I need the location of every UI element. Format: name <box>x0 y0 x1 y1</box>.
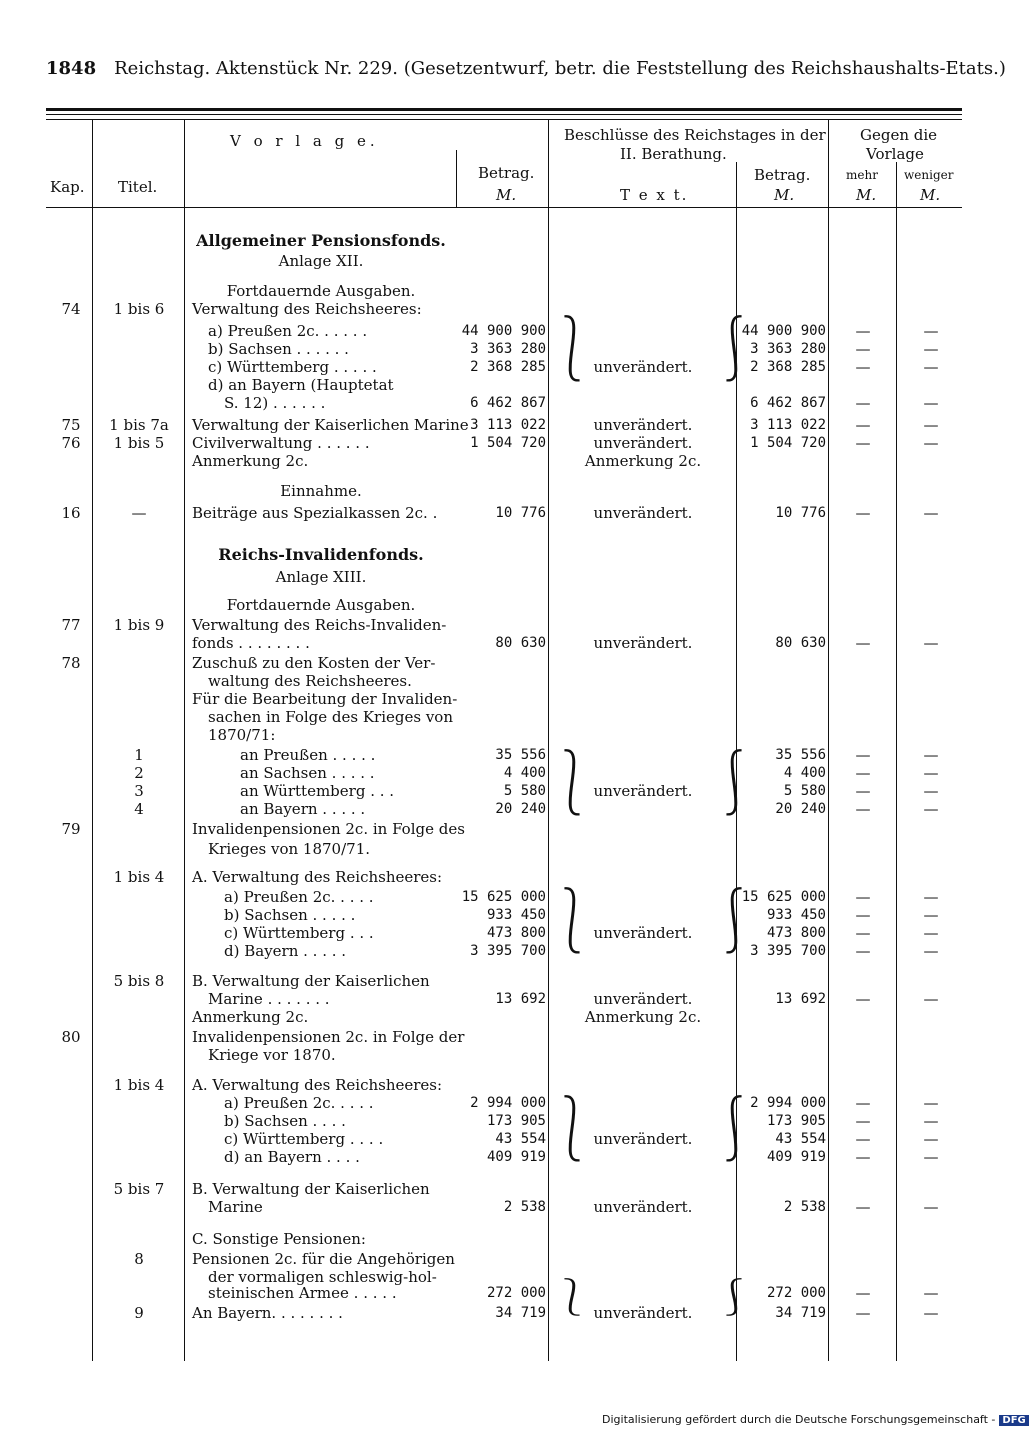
row-description: A. Verwaltung des Reichsheeres: <box>192 868 443 886</box>
row-description: Beiträge aus Spezialkassen 2c. . <box>192 504 438 522</box>
row-weniger: — <box>923 782 939 800</box>
row-weniger: — <box>923 1112 939 1130</box>
col-header-mehr: mehr <box>846 168 878 182</box>
row-kap: 77 <box>61 616 81 634</box>
col-header-gegen: Gegen die <box>860 126 938 144</box>
row-betrag-beschluss: 44 900 900 <box>741 323 826 339</box>
row-titel: 4 <box>134 800 144 818</box>
row-mehr: — <box>855 906 871 924</box>
row-description: c) Württemberg . . . <box>224 924 374 942</box>
row-titel: 8 <box>134 1250 144 1268</box>
row-betrag-beschluss: 3 363 280 <box>750 341 826 357</box>
row-description: A. Verwaltung des Reichsheeres: <box>192 1076 443 1094</box>
col-header-beschluesse-2: II. Berathung. <box>620 145 727 163</box>
row-betrag-beschluss: 80 630 <box>775 635 826 651</box>
col-line <box>456 150 457 207</box>
row-mehr: — <box>855 434 871 452</box>
col-header-mark-weniger: M. <box>920 186 941 204</box>
row-description: Anlage XII. <box>278 252 364 270</box>
col-line <box>92 119 93 1361</box>
row-mehr: — <box>855 504 871 522</box>
row-mehr: — <box>855 1148 871 1166</box>
col-line <box>184 119 185 1361</box>
row-betrag: 15 625 000 <box>461 889 546 905</box>
brace-left: ⎱ <box>552 1093 592 1167</box>
row-titel: 1 bis 4 <box>113 868 165 886</box>
row-betrag: 2 538 <box>503 1199 546 1215</box>
row-description: sachen in Folge des Krieges von <box>208 708 454 726</box>
row-mehr: — <box>855 322 871 340</box>
row-betrag: 6 462 867 <box>470 395 546 411</box>
row-betrag-beschluss: 173 905 <box>766 1113 826 1129</box>
row-weniger: — <box>923 340 939 358</box>
row-description: b) Sachsen . . . . <box>224 1112 346 1130</box>
row-text: unverändert. <box>593 924 693 942</box>
row-description: an Sachsen . . . . . <box>240 764 375 782</box>
row-description: d) an Bayern . . . . <box>224 1148 360 1166</box>
row-betrag: 13 692 <box>495 991 546 1007</box>
row-mehr: — <box>855 394 871 412</box>
row-description: An Bayern. . . . . . . . <box>192 1304 343 1322</box>
row-mehr: — <box>855 888 871 906</box>
row-description: Marine . . . . . . . <box>208 990 330 1008</box>
row-mehr: — <box>855 1304 871 1322</box>
row-kap: 80 <box>61 1028 81 1046</box>
brace-right: ⎰ <box>714 747 754 821</box>
col-header-mark-mehr: M. <box>856 186 877 204</box>
row-titel: 5 bis 8 <box>113 972 165 990</box>
brace-right: ⎰ <box>714 313 754 387</box>
row-titel: 2 <box>134 764 144 782</box>
row-betrag-beschluss: 409 919 <box>766 1149 826 1165</box>
row-betrag-beschluss: 43 554 <box>775 1131 826 1147</box>
row-mehr: — <box>855 1284 871 1302</box>
col-header-mark-2: M. <box>774 186 795 204</box>
row-description: waltung des Reichsheeres. <box>208 672 412 690</box>
row-mehr: — <box>855 764 871 782</box>
row-description: a) Preußen 2c. . . . . <box>224 1094 374 1112</box>
row-betrag: 34 719 <box>495 1305 546 1321</box>
row-description: Allgemeiner Pensionsfonds. <box>196 231 446 250</box>
row-betrag-beschluss: 6 462 867 <box>750 395 826 411</box>
row-text: unverändert. <box>593 990 693 1008</box>
row-betrag-beschluss: 2 538 <box>783 1199 826 1215</box>
row-description: fonds . . . . . . . . <box>192 634 310 652</box>
row-titel: 1 bis 4 <box>113 1076 165 1094</box>
row-description: Civilverwaltung . . . . . . <box>192 434 370 452</box>
row-betrag: 43 554 <box>495 1131 546 1147</box>
row-description: Anlage XIII. <box>275 568 367 586</box>
row-mehr: — <box>855 1112 871 1130</box>
row-titel: 9 <box>134 1304 144 1322</box>
row-text: unverändert. <box>593 504 693 522</box>
row-betrag-beschluss: 35 556 <box>775 747 826 763</box>
row-betrag-beschluss: 2 368 285 <box>750 359 826 375</box>
row-description: Einnahme. <box>280 482 362 500</box>
row-betrag: 80 630 <box>495 635 546 651</box>
row-weniger: — <box>923 942 939 960</box>
col-header-weniger: weniger <box>904 168 954 182</box>
row-weniger: — <box>923 990 939 1008</box>
row-description: a) Preußen 2c. . . . . . <box>208 322 368 340</box>
row-kap: 76 <box>61 434 81 452</box>
row-weniger: — <box>923 800 939 818</box>
row-betrag: 44 900 900 <box>461 323 546 339</box>
row-text: unverändert. <box>593 1198 693 1216</box>
row-mehr: — <box>855 634 871 652</box>
row-betrag-beschluss: 34 719 <box>775 1305 826 1321</box>
brace-left: ⎱ <box>552 1277 592 1319</box>
row-description: Für die Bearbeitung der Invaliden- <box>192 690 458 708</box>
row-description: Fortdauernde Ausgaben. <box>226 596 416 614</box>
row-mehr: — <box>855 1094 871 1112</box>
row-kap: 75 <box>61 416 81 434</box>
row-betrag: 1 504 720 <box>470 435 546 451</box>
row-weniger: — <box>923 1148 939 1166</box>
row-titel: 1 <box>134 746 144 764</box>
row-weniger: — <box>923 746 939 764</box>
row-text: unverändert. <box>593 358 693 376</box>
row-betrag: 4 400 <box>503 765 546 781</box>
row-description: steinischen Armee . . . . . <box>208 1284 397 1302</box>
brace-right: ⎰ <box>714 1277 754 1319</box>
col-header-gegen-2: Vorlage <box>866 145 924 163</box>
page-header <box>46 58 1006 79</box>
row-weniger: — <box>923 1130 939 1148</box>
col-header-titel: Titel. <box>118 178 158 196</box>
col-header-text: T e x t. <box>620 186 689 204</box>
col-header-betrag-2: Betrag. <box>754 166 811 184</box>
row-betrag: 409 919 <box>486 1149 546 1165</box>
row-text: Anmerkung 2c. <box>584 452 702 470</box>
row-description: Verwaltung des Reichsheeres: <box>192 300 422 318</box>
row-description: c) Württemberg . . . . . <box>208 358 377 376</box>
row-description: 1870/71: <box>208 726 276 744</box>
col-header-kap: Kap. <box>50 178 85 196</box>
row-titel: 1 bis 7a <box>109 416 169 434</box>
row-betrag-beschluss: 20 240 <box>775 801 826 817</box>
footer <box>602 1413 1029 1426</box>
row-mehr: — <box>855 416 871 434</box>
row-betrag-beschluss: 2 994 000 <box>750 1095 826 1111</box>
row-betrag: 2 368 285 <box>470 359 546 375</box>
row-mehr: — <box>855 1198 871 1216</box>
row-description: c) Württemberg . . . . <box>224 1130 384 1148</box>
row-weniger: — <box>923 322 939 340</box>
row-description: B. Verwaltung der Kaiserlichen <box>192 1180 430 1198</box>
row-text: unverändert. <box>593 416 693 434</box>
row-mehr: — <box>855 1130 871 1148</box>
row-description: b) Sachsen . . . . . <box>224 906 356 924</box>
row-description: Reichs-Invalidenfonds. <box>218 545 424 564</box>
row-titel: 1 bis 6 <box>113 300 165 318</box>
page-header-title: Reichstag. Aktenstück Nr. 229. (Gesetzentwurf, betr. die Feststellung des Reichshaushalts-Etats.) <box>114 58 1006 79</box>
row-description: d) Bayern . . . . . <box>224 942 347 960</box>
row-mehr: — <box>855 924 871 942</box>
row-betrag: 2 994 000 <box>470 1095 546 1111</box>
row-description: Verwaltung der Kaiserlichen Marine <box>192 416 469 434</box>
row-mehr: — <box>855 800 871 818</box>
row-betrag: 5 580 <box>503 783 546 799</box>
dfg-logo: DFG <box>999 1415 1028 1426</box>
brace-right: ⎰ <box>714 885 754 959</box>
row-weniger: — <box>923 434 939 452</box>
brace-left: ⎱ <box>552 885 592 959</box>
row-weniger: — <box>923 1284 939 1302</box>
row-weniger: — <box>923 504 939 522</box>
row-weniger: — <box>923 764 939 782</box>
row-betrag: 10 776 <box>495 505 546 521</box>
row-mehr: — <box>855 990 871 1008</box>
row-mehr: — <box>855 358 871 376</box>
row-weniger: — <box>923 888 939 906</box>
col-line <box>548 119 549 1361</box>
row-description: S. 12) . . . . . . <box>224 394 326 412</box>
row-weniger: — <box>923 394 939 412</box>
row-description: an Bayern . . . . . <box>240 800 366 818</box>
row-description: b) Sachsen . . . . . . <box>208 340 349 358</box>
row-text: unverändert. <box>593 1304 693 1322</box>
row-text: unverändert. <box>593 434 693 452</box>
row-titel: 1 bis 5 <box>113 434 165 452</box>
header-rule-thin <box>46 114 962 115</box>
row-titel: 3 <box>134 782 144 800</box>
row-weniger: — <box>923 634 939 652</box>
row-description: Marine <box>208 1198 263 1216</box>
row-betrag: 272 000 <box>486 1285 546 1301</box>
row-kap: 78 <box>61 654 81 672</box>
col-header-betrag: Betrag. <box>478 164 535 182</box>
row-betrag: 35 556 <box>495 747 546 763</box>
row-description: B. Verwaltung der Kaiserlichen <box>192 972 430 990</box>
row-description: Anmerkung 2c. <box>192 452 309 470</box>
header-rule <box>46 108 962 111</box>
col-header-mark: M. <box>496 186 517 204</box>
row-description: an Württemberg . . . <box>240 782 395 800</box>
row-text: unverändert. <box>593 634 693 652</box>
brace-left: ⎱ <box>552 747 592 821</box>
row-kap: 74 <box>61 300 81 318</box>
row-betrag: 3 113 022 <box>470 417 546 433</box>
row-betrag-beschluss: 473 800 <box>766 925 826 941</box>
row-betrag-beschluss: 272 000 <box>766 1285 826 1301</box>
row-text: unverändert. <box>593 782 693 800</box>
row-kap: 16 <box>61 504 81 522</box>
row-betrag-beschluss: 10 776 <box>775 505 826 521</box>
row-description: C. Sonstige Pensionen: <box>192 1230 366 1248</box>
row-betrag-beschluss: 13 692 <box>775 991 826 1007</box>
row-mehr: — <box>855 746 871 764</box>
row-description: Verwaltung des Reichs-Invaliden- <box>192 616 447 634</box>
row-weniger: — <box>923 416 939 434</box>
row-weniger: — <box>923 906 939 924</box>
row-betrag-beschluss: 3 395 700 <box>750 943 826 959</box>
row-weniger: — <box>923 1198 939 1216</box>
page-number: 1848 <box>46 58 97 79</box>
row-weniger: — <box>923 924 939 942</box>
row-kap: 79 <box>61 820 81 838</box>
row-description: Pensionen 2c. für die Angehörigen <box>192 1250 455 1268</box>
row-betrag: 3 363 280 <box>470 341 546 357</box>
row-description: d) an Bayern (Hauptetat <box>208 376 394 394</box>
row-weniger: — <box>923 1304 939 1322</box>
row-weniger: — <box>923 358 939 376</box>
row-description: Invalidenpensionen 2c. in Folge der <box>192 1028 465 1046</box>
row-betrag: 3 395 700 <box>470 943 546 959</box>
row-mehr: — <box>855 340 871 358</box>
row-description: a) Preußen 2c. . . . . <box>224 888 374 906</box>
row-betrag: 473 800 <box>486 925 546 941</box>
col-header-beschluesse: Beschlüsse des Reichstages in der <box>564 126 826 144</box>
col-header-vorlage: V o r l a g e. <box>230 132 379 150</box>
col-line <box>828 119 829 1361</box>
row-betrag-beschluss: 4 400 <box>783 765 826 781</box>
row-description: an Preußen . . . . . <box>240 746 376 764</box>
row-betrag-beschluss: 1 504 720 <box>750 435 826 451</box>
row-text: Anmerkung 2c. <box>584 1008 702 1026</box>
brace-right: ⎰ <box>714 1093 754 1167</box>
row-betrag: 173 905 <box>486 1113 546 1129</box>
row-mehr: — <box>855 942 871 960</box>
row-description: Krieges von 1870/71. <box>208 840 371 858</box>
row-description: Invalidenpensionen 2c. in Folge des <box>192 820 465 838</box>
row-titel: — <box>131 504 147 522</box>
footer-text: Digitalisierung gefördert durch die Deutsche Forschungsgemeinschaft - <box>602 1413 996 1426</box>
row-description: Anmerkung 2c. <box>192 1008 309 1026</box>
brace-left: ⎱ <box>552 313 592 387</box>
row-description: Kriege vor 1870. <box>208 1046 336 1064</box>
row-betrag-beschluss: 5 580 <box>783 783 826 799</box>
row-betrag-beschluss: 15 625 000 <box>741 889 826 905</box>
row-betrag-beschluss: 3 113 022 <box>750 417 826 433</box>
row-titel: 5 bis 7 <box>113 1180 165 1198</box>
row-betrag-beschluss: 933 450 <box>766 907 826 923</box>
row-description: der vormaligen schleswig-hol- <box>208 1268 437 1286</box>
row-mehr: — <box>855 782 871 800</box>
row-weniger: — <box>923 1094 939 1112</box>
row-description: Zuschuß zu den Kosten der Ver- <box>192 654 436 672</box>
row-betrag: 933 450 <box>486 907 546 923</box>
row-titel: 1 bis 9 <box>113 616 165 634</box>
row-betrag: 20 240 <box>495 801 546 817</box>
col-line <box>896 162 897 1361</box>
row-text: unverändert. <box>593 1130 693 1148</box>
row-description: Fortdauernde Ausgaben. <box>226 282 416 300</box>
